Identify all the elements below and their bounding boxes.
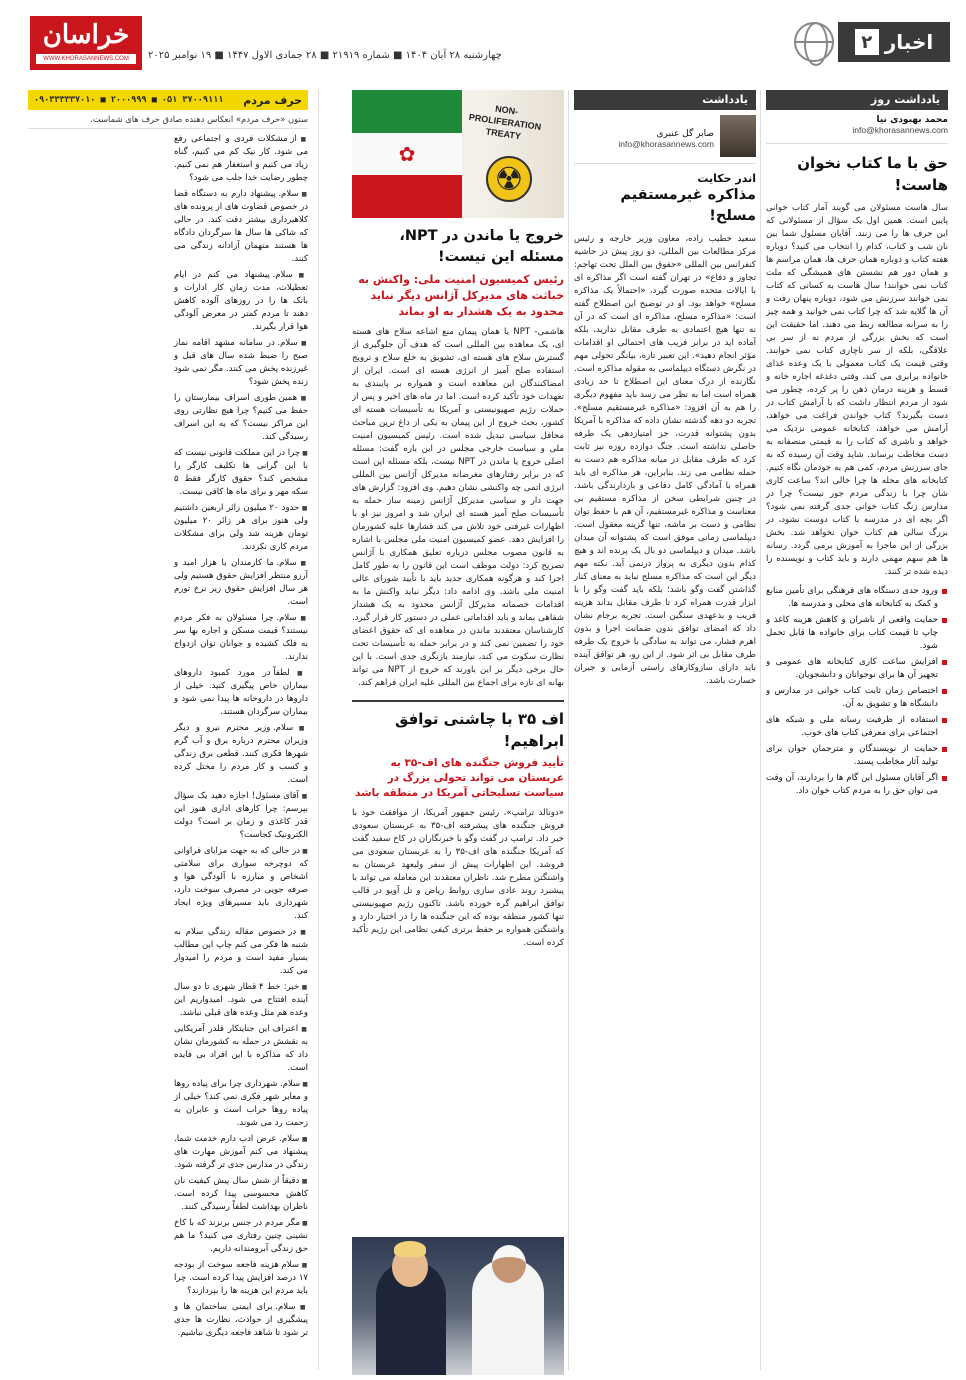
opinion-headline: حق با ما کتاب نخوان هاست! — [797, 154, 948, 194]
treaty-text: NON-PROLIFERATION TREATY — [468, 103, 542, 142]
logo-url: WWW.KHORASANNEWS.COM — [36, 54, 136, 64]
opinion-body: سال هاست مسئولان می گویند آمار کتاب خوانی پایین است. همین اول یک سؤال از مسئولانی که این حرف ها را می زنند. آقایان مسئول شما بین نان شب و کتاب، کدام را انتخاب می کنید؟ دوباره هفته کتاب و دوباره همان حرف ها، همان مراسم ها و همان دور هم نشستن های همیشگی که ملت کتاب نمی خوانند! سال هاست به کسانی که کتاب نمی خوانند سرزنش می شود، دوباره پنهان رفت و آن ها گلایه شد که چرا کتاب نمی خوانید و همه چیز را به سرانه مطالعه ربط می دهند. اما حقیقت این است که بخش بزرگی از مردم نه از سر بی علاقگی، بلکه از سر ناچاری کتاب نمی خوانند. وقتی قیمت یک کتاب معمولی با یک وعده غذای خانواده برابری می کند، وقتی دغدغه اجاره خانه و قسط و هزینه درمان ذهن را پر کرده، چطور می شود از مردم انتظار داشت که با آرامش کتاب در دست بگیرند؟ کتاب خواندن فراغت می خواهد، آرامش می خواهد، کتابخانه عمومی نزدیک می خواهد و ناشری که کتاب را به قیمتی منصفانه به دست مخاطب برساند. شاید وقت آن رسیده که به جای سرزنش مردم، کمی هم به خودمان نگاه کنیم. کتابخانه های محله ها چرا خالی اند؟ ساعت کاری شان چرا با زندگی مردم جور نیست؟ چرا در مدارس زنگ کتاب خوانی جدی گرفته نمی شود؟ اگر بچه ای در مدرسه با کتاب دوست نشود، در بزرگ سالی هم کتاب خوان نخواهد شد. بخش بزرگی از این ماجرا به آموزش برمی گردد. رسانه ها هم سهم مهمی دارند و باید کتاب و نویسنده را دیده شده تر کنند. — [766, 203, 948, 577]
second-body: «دونالد ترامپ»، رئیس جمهور آمریکا، از موافقت خود با فروش جنگنده های پیشرفته اف-۳۵ به عربستان سعودی خبر داد. ترامپ در گفت وگو با خبرنگاران در کاخ سفید گفت که آمریکا جنگنده های اف-۳۵ را به عربستان سعودی می فروشد. این اظهارات پیش از سفر ولیعهد عربستان به واشنگتن مطرح شد. ناظران معتقدند این معامله می تواند با پیشبرد روند عادی سازی روابط ریاض و تل آویو در قالب توافق ابراهیم گره خورده باشد. تاکنون رژیم صهیونیستی تنها کشور منطقه بوده که این جنگنده ها را در اختیار دارد و واشنگتن همواره بر حفظ برتری کیفی نظامی این رژیم تأکید کرده است. — [352, 808, 564, 948]
letters-tag: حرف مردم — [243, 93, 302, 107]
column-divider — [760, 90, 761, 1370]
letter-item: ■ اعتراف این جنایتکار قلدر آمریکایی به نقشش در حمله به کشورمان نشان داد که مذاکره با این افراد بی فایده است. — [174, 1023, 308, 1075]
analysis-email[interactable]: info@khorasannews.com — [618, 139, 714, 149]
opinion-bullet: حمایت از نویسندگان و مترجمان جوان برای تولید آثار مخاطب پسند. — [766, 743, 948, 769]
emblem-icon: ✿ — [398, 142, 416, 166]
letter-item: ■ سلام. پیشنهاد می کنم در ایام تعطیلات، مدت زمان کار ادارات و بانک ها را در روزهای آلوده کاهش دهند تا مردم کمتر در معرض آلودگی هوا قرار بگیرند. — [174, 269, 308, 334]
opinion-author: محمد بهبودی نیا — [876, 115, 948, 125]
letters-header — [28, 90, 308, 110]
letter-item: ■ سلام. برای ایمنی ساختمان ها و پیشگیری از حوادث، نظارت ها جدی تر شود تا شاهد فاجعه دیگری نباشیم. — [174, 1301, 308, 1340]
opinion-author-block — [766, 110, 948, 144]
letter-item: ■ حدود ۲۰ میلیون زائر اربعین داشتیم ولی هنوز برای هر زائر ۲۰ میلیون تومان هزینه شد ولی برای مشکلات مردم کاری نکردند. — [174, 502, 308, 554]
letter-item: ■ سلام. ما کارمندان با هزار امید و آرزو منتظر افزایش حقوق هستیم ولی هر سال افزایش حقوق زیر نرخ تورم است. — [174, 557, 308, 609]
letter-item: ■ دقیقاً از شش سال پیش کیفیت نان کاهش محسوسی پیدا کرده است. ناظران بهداشت لطفاً رسیدگی کنند. — [174, 1175, 308, 1214]
leaders-photo — [352, 1237, 564, 1375]
main-news-column — [352, 90, 564, 1375]
letter-item: ■ سلام. شهرداری چرا برای پیاده روها و معابر شهر فکری نمی کند؟ خیلی از پیاده روها خراب است و عابران به زحمت رد می شوند. — [174, 1078, 308, 1130]
opinion-email[interactable]: info@khorasannews.com — [852, 125, 948, 135]
opinion-bullets — [766, 585, 948, 798]
opinion-tag: یادداشت روز — [766, 90, 948, 110]
opinion-bullet: اگر آقایان مسئول این گام ها را بردارند، آن وقت می توان حق را به مردم کتاب خوان داد. — [766, 772, 948, 798]
masthead — [0, 0, 966, 84]
letters-intro: ستون «حرف مردم» انعکاس دهنده صادق حرف های شماست. — [28, 110, 308, 129]
letter-item: ■ در خصوص مقاله زندگی سلام به شنبه ها فکر می کنم چاپ این مطالب بسیار مفید است و مردم را امیدوار می کند. — [174, 926, 308, 978]
second-headline: اف ۳۵ با چاشنی توافق ابراهیم! — [352, 700, 564, 752]
iran-flag-graphic — [352, 90, 462, 218]
letter-item: ■ لطفاً در مورد کمبود داروهای بیماران خاص پیگیری کنید. خیلی از داروها در داروخانه ها پیدا نمی شود و بیماران سرگردان هستند. — [174, 667, 308, 719]
letter-item: ■ سلام. در سامانه مشهد اقامه نماز صبح را ضبط شده سال های قبل و غیرزنده پخش می کنند. مگر نمی شود زنده پخش شود؟ — [174, 337, 308, 389]
analysis-kicker: اندر حکایت — [697, 172, 756, 185]
page-number: ۲ — [855, 29, 879, 55]
section-title: اخبار — [884, 30, 934, 54]
letters-phones: ۰۹۰۳۳۳۳۳۷۰۱۰ ■ ۲۰۰۰۹۹۹ ■ ۰۵۱ ۳۷۰۰۹۱۱۱ — [34, 95, 224, 105]
newspaper-logo[interactable] — [30, 16, 142, 70]
radiation-icon — [486, 156, 532, 202]
column-divider — [568, 90, 569, 1370]
letter-item: ■ سلام. چرا مسئولان به فکر مردم نیستند؟ قیمت مسکن و اجاره بها سر به فلک کشیده و جوانان توان ازدواج ندارند. — [174, 612, 308, 664]
opinion-column — [766, 90, 948, 1375]
letter-item: ■ در حالی که به جهت مزایای فراوانی که دوچرخه سواری برای سلامتی اشخاص و مبارزه با آلودگی هوا و صرفه جویی در مصرف سوخت دارد، شهرداری باید مسیرهای ویژه ایجاد کند. — [174, 845, 308, 923]
author-avatar — [720, 115, 756, 157]
letter-item: ■ آقای مسئول! اجازه دهید یک سؤال بپرسم: چرا کارهای اداری هنوز این قدر کاغذی و زمان بر است؟ دولت الکترونیک کجاست؟ — [174, 790, 308, 842]
analysis-column — [574, 90, 756, 1375]
letter-item: ■ خبر: خط ۴ قطار شهری تا دو سال آینده افتتاح می شود. امیدواریم این وعده هم مثل وعده های قبلی نباشد. — [174, 981, 308, 1020]
letter-item: ■ سلام. پیشنهاد دارم به دستگاه قضا در خصوص قضاوت های از پرونده های کلاهبرداری بیشتر دقت کند. در حالی که شاکی ها سال ها سرگردان دادگاه ها هستند متهمان آزادانه زندگی می کنند. — [174, 188, 308, 266]
analysis-tag: یادداشت — [574, 90, 756, 110]
person-head — [392, 1247, 428, 1287]
letter-item: ■ از مشکلات فردی و اجتماعی رفع می شود. کار نیک کم می کنیم، گناه زیاد می کنیم و استغفار هم نمی کنیم. چطور رضایت خدا جلب می شود؟ — [174, 133, 308, 185]
letter-item: ■ سلام. عرض ادب دارم خدمت شما. پیشنهاد می کنم آموزش مهارت های زندگی در مدارس جدی تر گرفته شود. — [174, 1133, 308, 1172]
letter-item: ■ چرا در این مملکت قانونی نیست که با این گرانی ها تکلیف کارگر را مشخص کند؟ حقوق کارگر فقط ۵ سکه مهر و برای ماه ها کافی نیست. — [174, 447, 308, 499]
person-head — [492, 1245, 526, 1283]
main-body: هاشمی- NPT یا همان پیمان منع اشاعه سلاح های هسته ای، یک معاهده بین المللی است که هدف آن جلوگیری از گسترش سلاح های هسته ای، تشویق به خلع سلاح و ترویج استفاده صلح آمیز از انرژی هسته ای است. ایران از امضاکنندگان این معاهده است و همواره بر پایبندی به تعهدات خود تأکید کرده است. اما در ماه های اخیر و پس از حملات رژیم صهیونیستی و آمریکا به تأسیسات هسته ای کشور، بحث خروج از این پیمان به یکی از داغ ترین مباحث محافل سیاسی تبدیل شده است. رئیس کمیسیون امنیت ملی و سیاست خارجی مجلس در این باره گفت: مسئله اصلی خروج یا ماندن در NPT نیست، بلکه مسئله این است که در برابر رفتارهای مغرضانه مدیرکل آژانس بین المللی انرژی اتمی چه واکنشی نشان دهیم. وی افزود: گزارش های جهت دار و سیاسی مدیرکل آژانس زمینه ساز حمله به تأسیسات صلح آمیز هسته ای ایران شد و امروز نیز او با اظهارات غیرفنی خود تلاش می کند فشارها علیه کشورمان را افزایش دهد. عضو کمیسیون امنیت ملی مجلس با اشاره به قانون مصوب مجلس درباره تعلیق همکاری با آژانس تصریح کرد: دولت موظف است این قانون را به طور کامل اجرا کند و هرگونه همکاری جدید باید با تأیید شورای عالی امنیت ملی باشد. وی ادامه داد: دیگر نباید واکنش ما به اقدامات خصمانه مدیرکل آژانس محدود به یک هشدار شفاهی بماند و باید اقداماتی عملی در دستور کار قرار گیرد. کارشناسان معتقدند ماندن در معاهده ای که حقوق اعضای خود را تضمین نمی کند و در برابر حمله به تأسیسات تحت نظارت سکوت می کند، نیازمند بازنگری جدی است. با این حال برخی دیگر بر این باورند که خروج از NPT می تواند بهانه ای تازه برای اجماع بین المللی علیه ایران فراهم کند. — [352, 327, 564, 688]
analysis-author: صابر گل عنبری — [656, 129, 714, 139]
main-subhead: رئیس کمیسیون امنیت ملی: واکنش به خباثت های مدیرکل آژانس دیگر نباید محدود به یک هشدار به او بماند — [358, 273, 564, 318]
section-badge — [838, 22, 950, 62]
letters-list — [28, 133, 308, 1373]
logo-text: خراسان — [42, 20, 130, 50]
opinion-bullet: اختصاص زمان ثابت کتاب خوانی در مدارس و دانشگاه ها و تشویق به آن. — [766, 685, 948, 711]
dateline: چهارشنبه ۲۸ آبان ۱۴۰۴ ■ شماره ۲۱۹۱۹ ■ ۲۸ جمادی الاول ۱۴۴۷ ■ ۱۹ نوامبر ۲۰۲۵ — [148, 50, 502, 61]
opinion-bullet: ورود جدی دستگاه های فرهنگی برای تأمین منابع و کمک به کتابخانه های محلی و مدرسه ها. — [766, 585, 948, 611]
analysis-headline: مذاکره غیرمستقیم مسلح! — [620, 187, 756, 224]
letter-item: ■ سلام. وزیر محترم نیرو و دیگر وزیران محترم درباره برق و آب گرم شهرها فکری کنند. قطعی برق زندگی و کسب و کار مردم را مختل کرده است. — [174, 722, 308, 787]
opinion-bullet: افزایش ساعت کاری کتابخانه های عمومی و تجهیز آن ها برای نوجوانان و دانشجویان. — [766, 656, 948, 682]
globe-icon — [794, 22, 834, 62]
opinion-bullet: استفاده از ظرفیت رسانه ملی و شبکه های اجتماعی برای معرفی کتاب های خوب. — [766, 714, 948, 740]
main-headline: خروج یا ماندن در NPT، مسئله این نیست! — [399, 228, 564, 265]
analysis-author-block — [574, 110, 756, 164]
analysis-body: سعید خطیب زاده، معاون وزیر خارجه و رئیس مرکز مطالعات بین المللی، دو روز پیش در حاشیه کنفرانس بین المللی «حقوق بین الملل تحت تهاجم: تجاوز و دفاع» در تهران گفته است اگر مذاکره ای با ایالات متحده صورت گیرد، «احتمالاً یک مذاکره مسلح» خواهد بود. او در توضیح این اصطلاح گفته است: «مذاکره مسلح، مذاکره ای است که در آن نه تنها هیچ اعتمادی به طرف مقابل ندارید، بلکه آماده اید در برابر فریب های احتمالی او اقدامات مؤثر انجام دهید». این تعبیر تازه، بیانگر تحولی مهم در نگرش دستگاه دیپلماسی به مقوله مذاکره است. نگارنده از درک معنای این اصطلاح تا حد زیادی همراه است اما به نظر می رسد باید مفهوم دیگری را هم به آن افزود: «مذاکره غیرمستقیم مسلح». تجربه دو دهه گذشته نشان داده که مذاکره با آمریکا بدون پشتوانه قدرت، جز امتیازدهی یک طرفه حاصلی نداشته است. جنگ دوازده روزه نیز ثابت کرد که طرف مقابل در میانه مذاکره هم دست به حمله نظامی می زند. بنابراین، هر مذاکره ای باید همراه با آمادگی کامل دفاعی و بازدارندگی باشد. در چنین شرایطی سخن از مذاکره مستقیم بی معناست و مذاکره غیرمستقیم، آن هم با حفظ توان نظامی و دست بر ماشه، تنها گزینه معقول است. دیپلماسی زمانی موفق است که پشتوانه آن میدان باشد. میدان و دیپلماسی دو بال یک پرنده اند و هیچ کدام بدون دیگری به پرواز درنمی آید. نکته مهم دیگر این است که مذاکره مسلح نباید به معنای کنار گذاشتن گفت وگو باشد؛ بلکه باید گفت وگو را با ابزار قدرت همراه کرد تا طرف مقابل بداند هزینه فریب و بدعهدی سنگین است. تجربه برجام نشان داد که امضای توافق بدون ضمانت اجرا و بدون اهرم فشار، می تواند به سادگی با خروج یک طرفه طرف مقابل بی اثر شود. از این رو، هر توافق آینده باید دارای سازوکارهای راستی آزمایی و جبران خسارت باشد. — [574, 234, 756, 686]
letter-item: ■ سلام هزینه فاجعه سوخت از بودجه ۱۷ درصد افزایش پیدا کرده است. چرا باید مردم این هزینه ها را بپردازند؟ — [174, 1259, 308, 1298]
letter-item: ■ همین طوری اسراف بیمارستان را حفظ می کنیم؟ چرا هیچ نظارتی روی این مراکز نیست؟ که یه این اسراف رسیدگی کند. — [174, 392, 308, 444]
letters-column — [28, 90, 308, 1375]
letter-item: ■ مگر مردم در جنس برنزند که با کاخ نشینی چنین رفتاری می کنید؟ ما هم حق زندگی آبرومندانه داریم. — [174, 1217, 308, 1256]
column-divider — [318, 90, 319, 1370]
opinion-bullet: حمایت واقعی از ناشران و کاهش هزینه کاغذ و چاپ تا قیمت کتاب برای خانواده ها قابل تحمل شود. — [766, 614, 948, 653]
second-subhead: تأیید فروش جنگنده های اف-۳۵ به عربستان می تواند تحولی بزرگ در سیاست تسلیحاتی آمریکا در منطقه باشد — [355, 757, 564, 799]
npt-image — [352, 90, 564, 218]
